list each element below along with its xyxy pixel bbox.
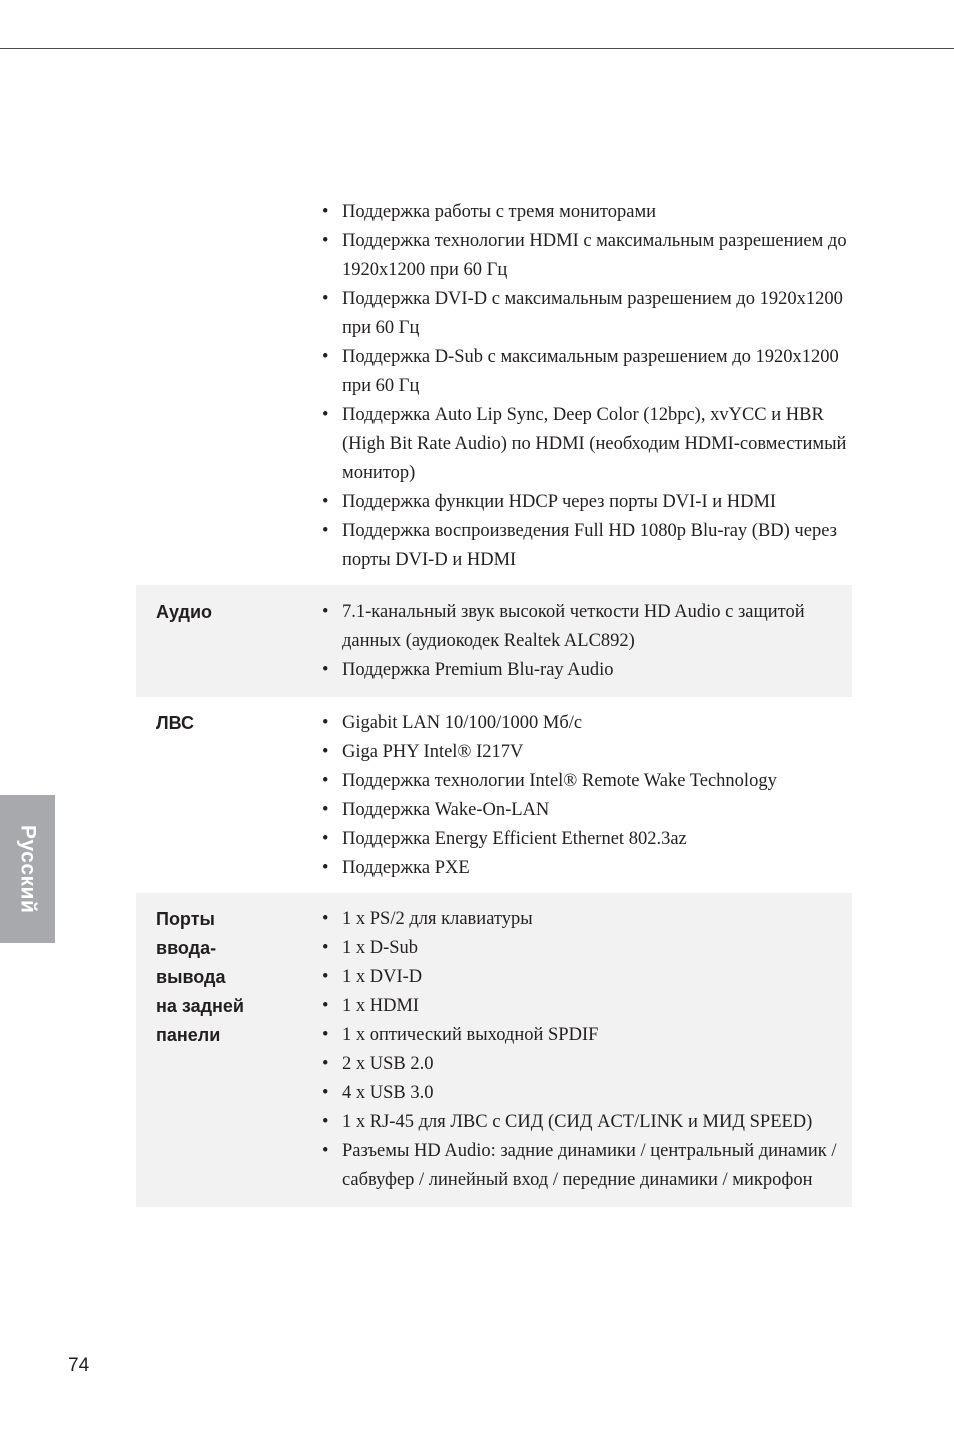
list-item: • Поддержка PXE (322, 858, 470, 878)
list-item: • Поддержка технологии HDMI с максимальным разрешением до 1920x1200 при 60 Гц (322, 231, 847, 280)
language-side-tab (0, 795, 55, 943)
list-item: • Поддержка Wake-On-LAN (322, 800, 550, 820)
spec-table (136, 198, 852, 1207)
list-item: • 1 x DVI-D (322, 967, 423, 987)
row-label: Аудио (156, 602, 213, 622)
page-number: 74 (68, 1355, 90, 1376)
spec-row-lan (136, 697, 852, 893)
row-label: ЛВС (156, 713, 194, 733)
list-item: • 2 x USB 2.0 (322, 1054, 434, 1074)
list-item: • 1 x оптический выходной SPDIF (322, 1025, 599, 1045)
list-item: • Поддержка Auto Lip Sync, Deep Color (12bpc), xvYCC и HBR (High Bit Rate Audio) по HDMI (необходим HDMI-совместимый монитор) (322, 405, 847, 483)
list-item: • 7.1-канальный звук высокой четкости HD Audio с защитой данных (аудиокодек Realtek ALC892) (322, 602, 805, 651)
list-item: • 1 x D-Sub (322, 938, 419, 958)
row-label (136, 198, 304, 575)
list-item: • Gigabit LAN 10/100/1000 Мб/с (322, 713, 583, 733)
list-item: • Поддержка Energy Efficient Ethernet 802.3az (322, 829, 687, 849)
item-list (304, 198, 852, 575)
list-item: • Поддержка технологии Intel® Remote Wake Technology (322, 771, 777, 791)
list-item: • 1 x PS/2 для клавиатуры (322, 909, 533, 929)
spec-row-rear-io (136, 893, 852, 1207)
top-rule (0, 48, 954, 49)
item-list (304, 905, 852, 1195)
list-item: • Поддержка DVI-D с максимальным разрешением до 1920x1200 при 60 Гц (322, 289, 843, 338)
row-label: Порты ввода- вывода на задней панели (156, 909, 244, 1045)
list-item: • 4 x USB 3.0 (322, 1083, 434, 1103)
item-list (304, 709, 852, 883)
list-item: • Поддержка Premium Blu-ray Audio (322, 660, 614, 680)
list-item: • Поддержка D-Sub с максимальным разрешением до 1920x1200 при 60 Гц (322, 347, 839, 396)
list-item: • 1 x RJ-45 для ЛВС с СИД (СИД ACT/LINK и МИД SPEED) (322, 1112, 813, 1132)
spec-row-audio (136, 585, 852, 697)
list-item: • Giga PHY Intel® I217V (322, 742, 524, 762)
list-item: • Разъемы HD Audio: задние динамики / центральный динамик / сабвуфер / линейный вход / передние динамики / микрофон (322, 1141, 837, 1190)
list-item: • Поддержка работы с тремя мониторами (322, 202, 657, 222)
list-item: • Поддержка воспроизведения Full HD 1080p Blu-ray (BD) через порты DVI-D и HDMI (322, 521, 837, 570)
list-item: • Поддержка функции HDCP через порты DVI-I и HDMI (322, 492, 777, 512)
language-label: Русский (16, 824, 40, 914)
spec-row-graphics (136, 198, 852, 585)
list-item: • 1 x HDMI (322, 996, 420, 1016)
item-list (304, 598, 852, 685)
